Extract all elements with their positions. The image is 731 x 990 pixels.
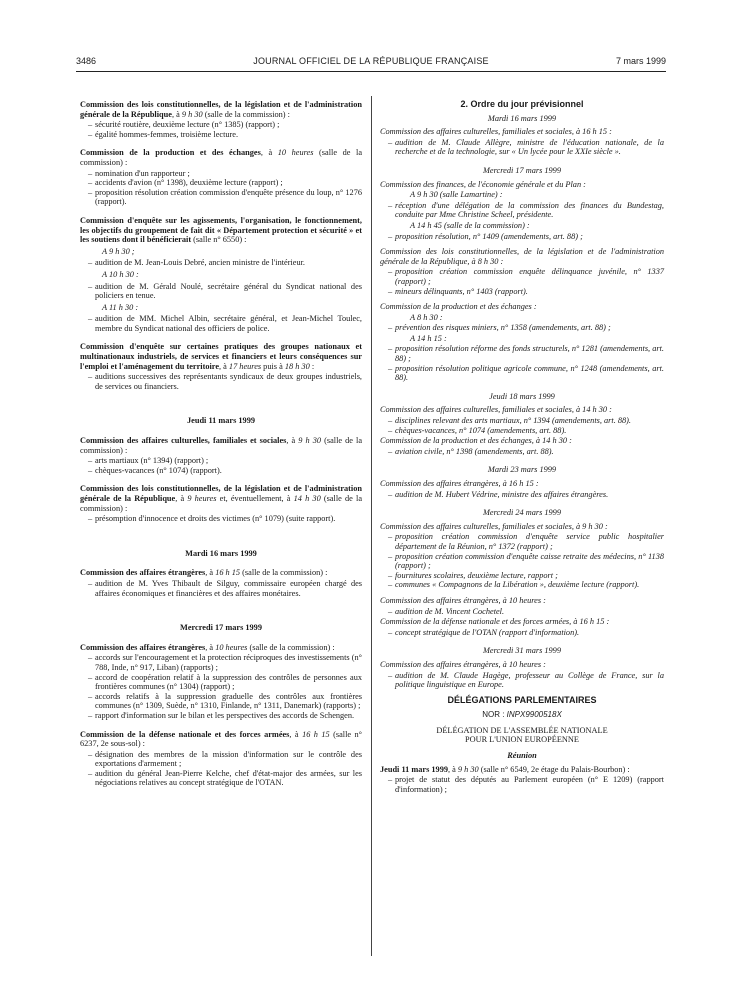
meeting-time: 10 heures <box>215 642 248 652</box>
agenda-item: – audition de M. Gérald Noulé, secrétaire général du Syndicat national des policiers en tenue. <box>80 282 362 301</box>
meeting-time: 9 heures <box>187 494 217 503</box>
committee-name: Commission d'enquête sur certaines pratiques des groupes nationaux et multinationaux industriels, de services et financiers et leurs conséquences sur l'emploi et l'aménagement du territoire <box>80 342 362 371</box>
agenda-item: – audition de M. Claude Hagège, professeur au Collège de France, sur la politique linguistique en Europe. <box>380 671 664 690</box>
agenda-item: – nomination d'un rapporteur ; <box>80 169 362 179</box>
agenda-list <box>380 416 664 435</box>
committee-name: Commission de la défense nationale et des forces armées <box>80 729 290 739</box>
agenda-list <box>380 671 664 690</box>
meeting-heading: Commission de la production et des échanges : <box>380 302 537 312</box>
meeting-time: 16 h 15 <box>215 568 241 578</box>
agenda-list <box>380 344 664 382</box>
agenda-item: – aviation civile, n° 1398 (amendements, art. 88). <box>380 447 664 457</box>
agenda-item: – accidents d'avion (n° 1398), deuxième lecture (rapport) ; <box>80 178 362 188</box>
agenda-list <box>80 514 362 524</box>
agenda-item: – proposition création commission d'enquête caisse retraite des médecins, n° 1138 (rapport) ; <box>380 552 664 571</box>
nor-reference: NOR : INPX9900518X <box>482 710 562 720</box>
agenda-item: – présomption d'innocence et droits des victimes (n° 1079) (suite rapport). <box>80 514 362 524</box>
agenda-item: – proposition création commission d'enquête service public hospitalier département de la Réunion, n° 1372 (rapport) ; <box>380 532 664 551</box>
day-heading: Mardi 23 mars 1999 <box>487 465 557 475</box>
agenda-item: – chèques-vacances, n° 1074 (amendements, art. 88). <box>380 426 664 436</box>
agenda-list <box>80 258 362 268</box>
day-heading: Mercredi 31 mars 1999 <box>483 646 561 656</box>
agenda-item: – auditions successives des représentants syndicaux de deux groupes industriels, de services ou financiers. <box>80 372 362 391</box>
agenda-item: – réception d'une délégation de la commission des finances du Bundestag, conduite par Mme Christine Scheel, présidente. <box>380 201 664 220</box>
meeting-time: 9 h 30 <box>457 764 479 774</box>
meeting-heading: Commission des affaires étrangères, à 10 heures : <box>380 659 546 669</box>
agenda-list <box>380 775 664 794</box>
meeting-heading: Commission de la défense nationale et des forces armées, à 16 h 15 (salle n° 6237, 2e sous-sol) : <box>80 729 363 749</box>
agenda-item: – proposition résolution politique agricole commune, n° 1248 (amendements, art. 88). <box>380 364 664 383</box>
nor-code: INPX9900518X <box>506 710 562 720</box>
day-heading: Mercredi 17 mars 1999 <box>483 165 561 175</box>
meeting-heading: Commission des lois constitutionnelles, de la législation et de l'administration générale de la République, à 9 heures et, éventuellement, à 14 h 30 (salle de la commission) : <box>80 484 363 513</box>
meeting-time: 17 heures <box>228 361 262 371</box>
agenda-item: – accords sur l'encouragement et la protection réciproques des investissements (n° 788, Inde, n° 917, Liban) (rapports) ; <box>80 653 362 672</box>
page-number: 3486 <box>76 56 97 66</box>
agenda-item: – arts martiaux (n° 1394) (rapport) ; <box>80 456 362 466</box>
agenda-item: – proposition résolution création commission d'enquête présence du loup, n° 1276 (rapport). <box>80 188 362 207</box>
day-heading: Mercredi 24 mars 1999 <box>483 508 561 518</box>
column-separator <box>371 96 372 956</box>
meeting-heading: Commission des lois constitutionnelles, de la législation et de l'administration générale de la République, à 9 h 30 (salle de la commission) : <box>80 100 362 119</box>
right-column <box>380 100 664 795</box>
meeting-heading: Commission des affaires étrangères, à 10 heures (salle de la commission) : <box>80 642 335 652</box>
agenda-item: – concept stratégique de l'OTAN (rapport d'information). <box>380 628 664 638</box>
agenda-list <box>80 456 362 475</box>
agenda-item: – audition de M. Claude Allègre, ministre de l'éducation nationale, de la recherche et de la technologie, sur « Un lycée pour le XXIe siècle ». <box>380 138 664 157</box>
meeting-heading: Commission des affaires culturelles, familiales et sociales, à 14 h 30 : <box>380 405 612 415</box>
day-heading: Mercredi 17 mars 1999 <box>180 623 262 633</box>
meeting-time: 16 h 15 <box>302 729 330 739</box>
agenda-list <box>380 138 664 157</box>
meeting-date: Jeudi 11 mars 1999 <box>380 764 448 774</box>
agenda-list <box>80 372 362 391</box>
day-heading: Jeudi 18 mars 1999 <box>489 391 555 401</box>
committee-name: Commission d'enquête sur les agissements, l'organisation, le fonctionnement, les objectifs du groupement de fait dit « Département protection et sécurité » et les soutiens dont il bénéficierait <box>80 215 362 245</box>
meeting-heading: Commission des affaires étrangères, à 10 heures : <box>380 595 546 605</box>
time-slot: A 14 h 45 (salle de la commission) : <box>410 220 530 230</box>
agenda-item: – audition de MM. Michel Albin, secrétaire général, et Jean-Michel Toulec, membre du Syndicat national des officiers de police. <box>80 314 362 333</box>
time-slot: A 10 h 30 : <box>102 269 139 279</box>
agenda-item: – égalité hommes-femmes, troisième lecture. <box>80 130 362 140</box>
meeting-time: 10 heures <box>277 148 314 158</box>
meeting-heading: Commission de la production et des échanges, à 14 h 30 : <box>380 436 572 446</box>
meeting-heading: Jeudi 11 mars 1999, à 9 h 30 (salle n° 6549, 2e étage du Palais-Bourbon) : <box>380 764 630 774</box>
agenda-list <box>380 532 664 590</box>
agenda-item: – disciplines relevant des arts martiaux, n° 1394 (amendements, art. 88). <box>380 416 664 426</box>
committee-name: Commission des lois constitutionnelles, de la législation et de l'administration générale de la République <box>80 484 362 503</box>
meeting-heading: Commission des lois constitutionnelles, de la législation et de l'administration générale de la République, à 8 h 30 : <box>380 247 664 266</box>
committee-name: Commission des lois constitutionnelles, de la législation et de l'administration générale de la République <box>80 100 362 119</box>
meeting-time: 9 h 30 <box>181 109 203 119</box>
agenda-item: – sécurité routière, deuxième lecture (n° 1385) (rapport) ; <box>80 120 362 130</box>
agenda-list <box>80 314 362 333</box>
committee-name: Commission des affaires étrangères <box>80 642 206 652</box>
meeting-time: 18 h 30 <box>284 361 310 371</box>
agenda-item: – communes « Compagnons de la Libération », deuxième lecture (rapport). <box>380 580 664 590</box>
delegations-title: DÉLÉGATIONS PARLEMENTAIRES <box>447 694 597 705</box>
agenda-item: – prévention des risques miniers, n° 1358 (amendements, art. 88) ; <box>380 323 664 333</box>
agenda-item: – chèques-vacances (n° 1074) (rapport). <box>80 466 362 476</box>
delegation-name: DÉLÉGATION DE L'ASSEMBLÉE NATIONALE POUR L'UNION EUROPÉENNE <box>436 725 608 745</box>
journal-title: JOURNAL OFFICIEL DE LA RÉPUBLIQUE FRANÇAISE <box>253 56 489 66</box>
day-heading: Mardi 16 mars 1999 <box>487 113 557 123</box>
agenda-item: – audition de M. Jean-Louis Debré, ancien ministre de l'intérieur. <box>80 258 362 268</box>
agenda-item: – rapport d'information sur le bilan et les perspectives des accords de Schengen. <box>80 711 362 721</box>
time-slot: A 11 h 30 : <box>102 302 139 312</box>
meeting-heading: Commission des affaires étrangères, à 16 h 15 (salle de la commission) : <box>80 568 328 578</box>
agenda-list <box>80 579 362 598</box>
meeting-time: 9 h 30 <box>298 436 322 446</box>
agenda-item: – accord de coopération relatif à la suppression des contrôles de personnes aux frontières communes (n° 1304) (rapport) ; <box>80 673 362 692</box>
issue-date: 7 mars 1999 <box>615 56 666 66</box>
agenda-item: – audition de M. Vincent Cochetel. <box>380 607 664 617</box>
reunion-heading: Réunion <box>507 751 537 761</box>
meeting-heading: Commission d'enquête sur les agissements, l'organisation, le fonctionnement, les objectifs du groupement de fait dit « Département protection et sécurité » et les soutiens dont il bénéficierait (salle n° 6550) : <box>80 215 362 245</box>
agenda-list <box>80 120 362 139</box>
agenda-list <box>380 628 664 638</box>
agenda-list <box>380 267 664 296</box>
meeting-heading: Commission de la production et des échanges, à 10 heures (salle de la commission) : <box>80 148 362 167</box>
time-slot: A 9 h 30 ; <box>102 246 135 256</box>
agenda-list <box>380 323 664 333</box>
meeting-heading: Commission des finances, de l'économie générale et du Plan : <box>380 179 586 189</box>
agenda-item: – audition de M. Yves Thibault de Silguy, commissaire européen chargé des affaires économiques et financières et des affaires monétaires. <box>80 579 362 598</box>
agenda-list <box>80 750 362 788</box>
left-column <box>80 100 362 789</box>
meeting-heading: Commission des affaires culturelles, familiales et sociales, à 16 h 15 : <box>380 127 612 137</box>
agenda-list <box>380 201 664 220</box>
agenda-item: – projet de statut des députés au Parlement européen (n° E 1209) (rapport d'information) ; <box>380 775 664 794</box>
agenda-item: – audition du général Jean-Pierre Kelche, chef d'état-major des armées, sur les négociations relatives au concept stratégique de l'OTAN. <box>80 769 362 788</box>
agenda-item: – désignation des membres de la mission d'information sur le contrôle des exportations d'armement ; <box>80 750 362 769</box>
time-slot: A 8 h 30 : <box>410 312 443 322</box>
meeting-heading: Commission de la défense nationale et des forces armées, à 16 h 15 : <box>380 617 610 627</box>
meeting-time: 14 h 30 <box>293 494 321 503</box>
meeting-heading: Commission des affaires culturelles, familiales et sociales, à 9 h 30 : <box>380 521 608 531</box>
day-heading: Mardi 16 mars 1999 <box>185 548 257 558</box>
agenda-list <box>80 169 362 207</box>
committee-name: Commission des affaires étrangères <box>80 568 206 578</box>
agenda-list <box>80 282 362 301</box>
meeting-heading: Commission des affaires étrangères, à 16 h 15 : <box>380 479 539 488</box>
agenda-item: – fournitures scolaires, deuxième lecture, rapport ; <box>380 571 664 581</box>
meeting-heading: Commission d'enquête sur certaines pratiques des groupes nationaux et multinationaux industriels, de services et financiers et leurs conséquences sur l'emploi et l'aménagement du territoire, à 17 heures puis à 18 h 30 : <box>80 342 362 371</box>
agenda-item: – audition de M. Hubert Védrine, ministre des affaires étrangères. <box>380 490 664 500</box>
agenda-item: – accords relatifs à la suppression graduelle des contrôles aux frontières communes (n° 1309, Suède, n° 1310, Finlande, n° 1311, Danemark) (rapports) ; <box>80 692 362 711</box>
section-title: 2. Ordre du jour prévisionnel <box>460 99 584 109</box>
agenda-list <box>380 490 664 500</box>
day-heading: Jeudi 11 mars 1999 <box>187 416 255 426</box>
committee-name: Commission de la production et des échanges <box>80 148 261 158</box>
agenda-item: – proposition création commission enquête délinquance juvénile, n° 1337 (rapport) ; <box>380 267 664 286</box>
header-rule <box>76 71 666 72</box>
agenda-item: – proposition résolution, n° 1409 (amendements, art. 88) ; <box>380 232 664 242</box>
agenda-item: – mineurs délinquants, n° 1403 (rapport). <box>380 287 664 297</box>
time-slot: A 9 h 30 (salle Lamartine) : <box>410 190 503 200</box>
agenda-list <box>380 447 664 457</box>
meeting-heading: Commission des affaires culturelles, familiales et sociales, à 9 h 30 (salle de la commission) : <box>80 436 363 455</box>
page-header <box>76 56 666 70</box>
agenda-list <box>380 607 664 617</box>
agenda-list <box>380 232 664 242</box>
agenda-list <box>80 653 362 720</box>
committee-name: Commission des affaires culturelles, familiales et sociales <box>80 436 287 446</box>
agenda-item: – proposition résolution réforme des fonds structurels, n° 1281 (amendements, art. 88) ; <box>380 344 664 363</box>
time-slot: A 14 h 15 : <box>410 333 447 343</box>
